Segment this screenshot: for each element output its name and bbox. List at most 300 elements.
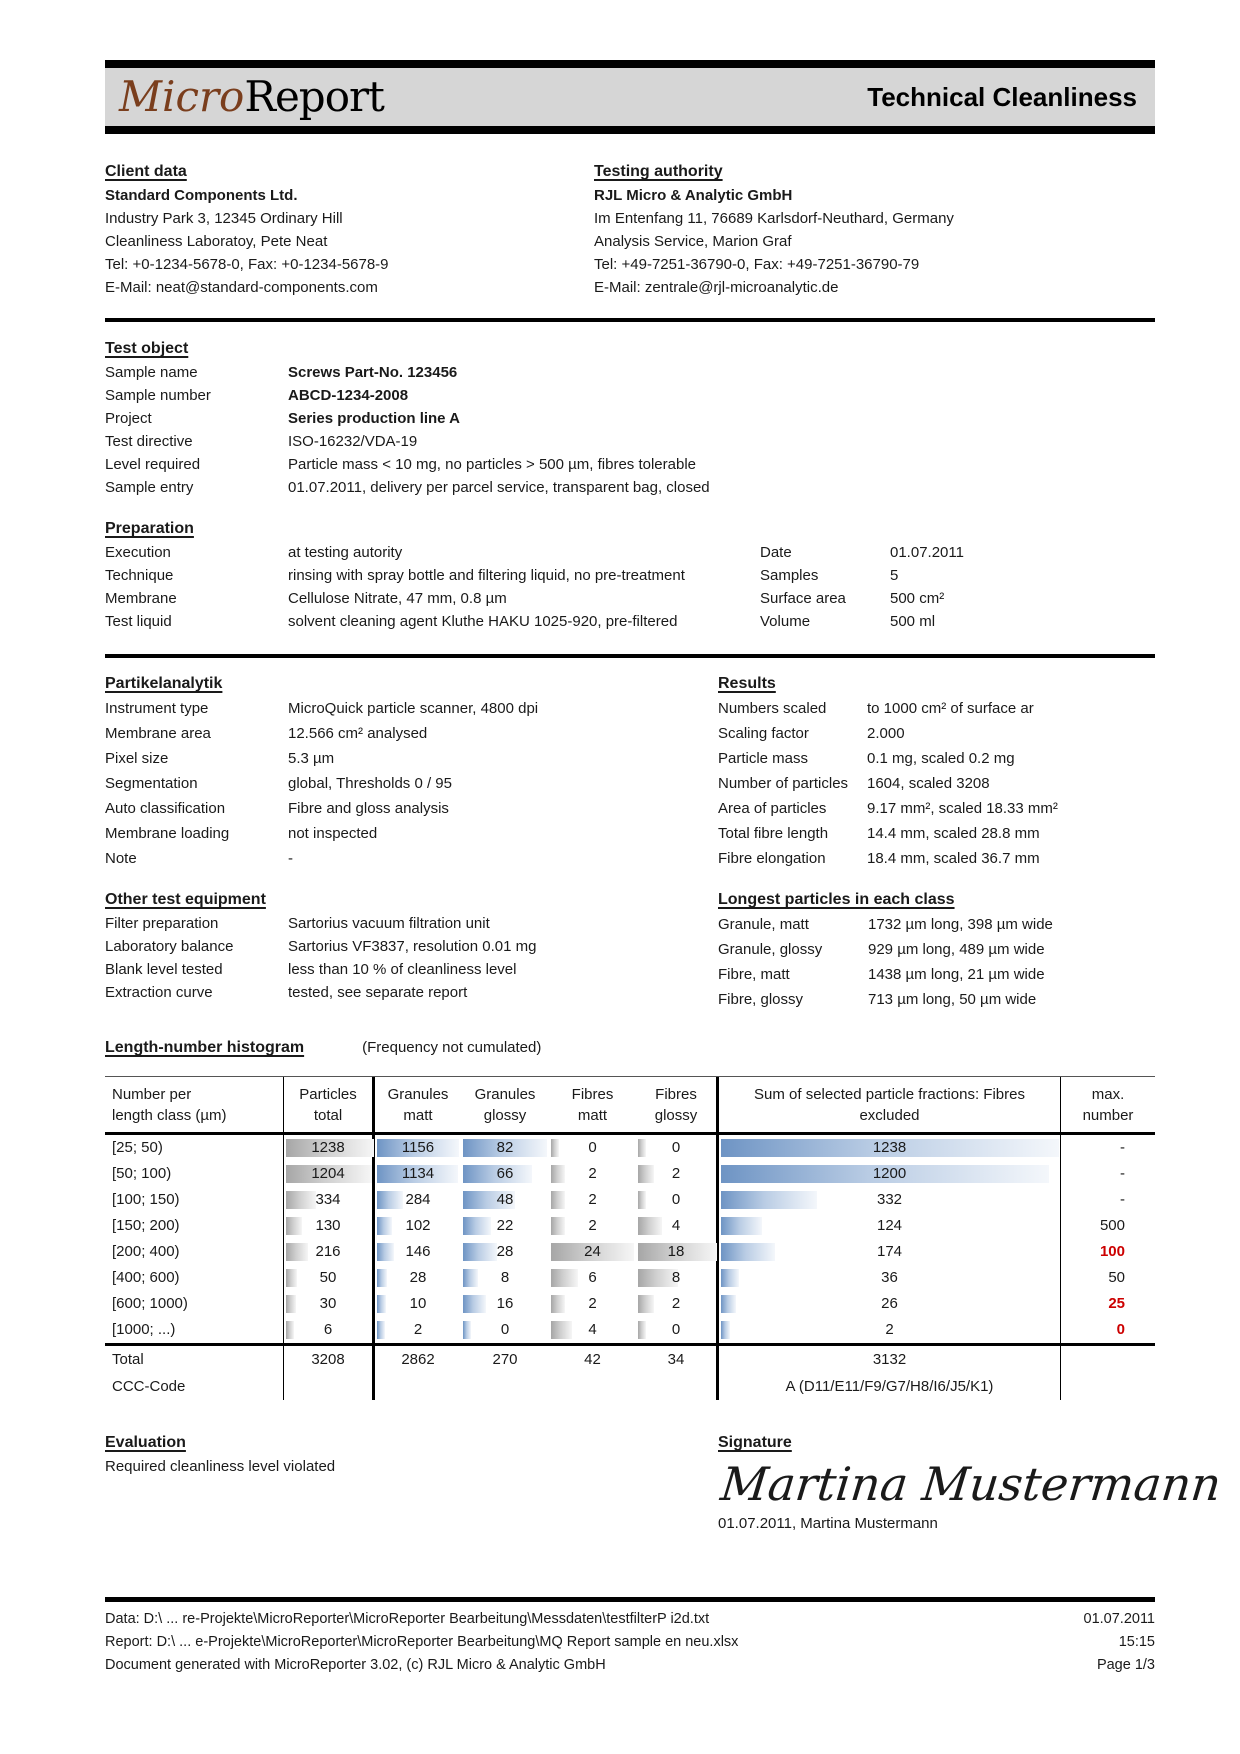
cell-value: 284 [405,1191,431,1208]
equipment-row-label: Filter preparation [105,915,219,932]
cell-max-number [1061,1161,1155,1187]
max-number-value: 25 [1108,1295,1125,1312]
preparation-row [105,587,1155,610]
equipment-row-label: Blank level tested [105,961,223,978]
cell-granules-matt [375,1239,461,1265]
page-footer [105,1597,1155,1677]
preparation-row [105,610,1155,633]
total-fibres-glossy [636,1346,719,1373]
max-number-value: 50 [1108,1269,1125,1286]
cell-granules-glossy [461,1213,549,1239]
preparation-label: Membrane [105,590,177,607]
histogram-header-line1: Sum of selected particle fractions: Fibres [754,1086,1025,1103]
test-object-row-label: Project [105,410,152,427]
total-row [105,1343,1155,1373]
max-number-value: - [1120,1191,1125,1208]
results-block [718,672,1155,871]
footer-line: Data: D:\ ... re-Projekte\MicroReporter\MicroReporter Bearbeitung\Messdaten\testfilterP i2d.txt [105,1611,710,1627]
app-logo [119,72,384,121]
cell-value: 2 [588,1191,597,1208]
cell-fibres-matt [549,1265,636,1291]
equipment-row-value: tested, see separate report [288,984,468,1001]
preparation-heading: Preparation [105,520,194,537]
histogram-header-line2: length class (µm) [112,1107,227,1124]
longest-row-value: 929 µm long, 489 µm wide [868,941,1045,958]
longest-row-label: Fibre, matt [718,966,790,983]
results-row-value: to 1000 cm² of surface ar [867,700,1034,717]
cell-value: 0 [671,1191,681,1208]
particle-analysis-row-label: Auto classification [105,800,226,817]
cell-sum [719,1161,1061,1187]
longest-row-value: 713 µm long, 50 µm wide [868,991,1037,1008]
client-lines [105,207,594,299]
cell-value: 50 [319,1269,337,1286]
equipment-row-value: Sartorius vacuum filtration unit [288,915,490,932]
cell-fibres-glossy [636,1317,719,1343]
particle-analysis-row-value: Fibre and gloss analysis [288,800,449,817]
cell-value: 18 [667,1243,685,1260]
cell-total [283,1265,375,1291]
ccc-empty-cell [636,1373,719,1400]
cell-sum [719,1291,1061,1317]
particle-analysis-row [105,721,718,746]
cell-max-number [1061,1239,1155,1265]
test-object-row [105,476,1155,499]
cell-fibres-matt [549,1239,636,1265]
test-object-row-value: ISO-16232/VDA-19 [288,433,418,450]
test-object-row [105,407,1155,430]
test-object-row-label: Level required [105,456,201,473]
client-block [105,160,594,299]
cell-total [283,1161,375,1187]
equipment-row-value: Sartorius VF3837, resolution 0.01 mg [288,938,537,955]
ccc-empty-cell [283,1373,375,1400]
histogram-header-cell [549,1077,636,1132]
footer-line: Report: D:\ ... e-Projekte\MicroReporter\MicroReporter Bearbeitung\MQ Report sample en neu.xlsx [105,1634,739,1650]
cell-value: 28 [496,1243,514,1260]
histogram-header-row [105,1077,1155,1135]
histogram-header-line1: Fibres [655,1086,697,1103]
cell-granules-glossy [461,1291,549,1317]
cell-max-number [1061,1135,1155,1161]
longest-row-label: Granule, matt [718,916,809,933]
ccc-value: A (D11/E11/F9/G7/H8/I6/J5/K1) [785,1378,994,1395]
test-object-row-value: ABCD-1234-2008 [288,387,409,404]
histogram-header-cell [461,1077,549,1132]
equipment-section [105,888,1155,1012]
cell-max-number [1061,1187,1155,1213]
report-content [105,0,1224,1535]
cell-granules-glossy [461,1135,549,1161]
header-bottom-rule [105,126,1155,134]
cell-sum [719,1265,1061,1291]
table-row [105,1317,1155,1343]
client-line: E-Mail: neat@standard-components.com [105,279,378,296]
cell-length-class: [600; 1000) [112,1295,188,1312]
cell-value: 334 [315,1191,341,1208]
total-value: 34 [667,1351,685,1368]
cell-value: 8 [500,1269,510,1286]
cell-value: 6 [323,1321,333,1338]
cell-sum [719,1239,1061,1265]
test-object-row [105,384,1155,407]
table-row [105,1161,1155,1187]
particle-analysis-row-label: Membrane loading [105,825,230,842]
total-max-cell [1061,1346,1155,1373]
cell-fibres-matt [549,1135,636,1161]
particle-analysis-row-value: not inspected [288,825,378,842]
particle-analysis-row-label: Pixel size [105,750,169,767]
histogram-header-line1: Granules [387,1086,449,1103]
results-row-value: 9.17 mm², scaled 18.33 mm² [867,800,1058,817]
histogram-header-line2: excluded [859,1107,920,1124]
cell-value: 1204 [311,1165,345,1182]
test-object-row-label: Sample number [105,387,211,404]
authority-heading: Testing authority [594,163,723,180]
preparation-label: Execution [105,544,171,561]
longest-row-value: 1438 µm long, 21 µm wide [868,966,1045,983]
preparation-row [105,541,1155,564]
analysis-section [105,672,1155,871]
histogram-header-line2: matt [577,1107,608,1124]
contact-section [105,160,1155,299]
cell-value: 30 [319,1295,337,1312]
cell-value: 1200 [872,1165,907,1182]
results-row-label: Particle mass [718,750,809,767]
results-rows [718,696,1155,871]
particle-analysis-row-label: Segmentation [105,775,198,792]
cell-fibres-glossy [636,1187,719,1213]
particle-analysis-row-value: MicroQuick particle scanner, 4800 dpi [288,700,539,717]
equipment-row [105,958,718,981]
test-object-row-value: Series production line A [288,410,460,427]
cell-granules-matt [375,1187,461,1213]
results-row-value: 1604, scaled 3208 [867,775,990,792]
cell-fibres-matt [549,1317,636,1343]
cell-max-number [1061,1265,1155,1291]
cell-sum [719,1187,1061,1213]
cell-value: 4 [588,1321,597,1338]
table-row [105,1291,1155,1317]
total-value: 2862 [401,1351,435,1368]
signature-heading: Signature [718,1434,792,1451]
results-row-value: 0.1 mg, scaled 0.2 mg [867,750,1015,767]
cell-length-class: [1000; ...) [112,1321,176,1338]
particle-analysis-heading: Partikelanalytik [105,675,223,692]
longest-rows [718,912,1155,1012]
section-rule-2 [105,654,1155,658]
preparation-right-label: Samples [760,567,819,584]
cell-value: 0 [671,1321,681,1338]
equipment-row-label: Laboratory balance [105,938,234,955]
preparation-value: at testing autority [288,544,403,561]
test-object-heading: Test object [105,340,189,357]
max-number-value: - [1120,1139,1125,1156]
cell-value: 2 [588,1295,597,1312]
cell-total [283,1239,375,1265]
section-rule [105,318,1155,322]
histogram-header-cell [1061,1077,1155,1132]
cell-length-class: [200; 400) [112,1243,180,1260]
longest-row-label: Fibre, glossy [718,991,804,1008]
equipment-rows [105,912,718,1004]
particle-analysis-row [105,771,718,796]
test-object-row [105,453,1155,476]
table-row [105,1239,1155,1265]
cell-value: 82 [496,1139,514,1156]
cell-sum [719,1213,1061,1239]
cell-total [283,1135,375,1161]
client-company: Standard Components Ltd. [105,187,298,204]
test-object-row-label: Test directive [105,433,193,450]
particle-analysis-row [105,846,718,871]
logo-report: Report [244,72,384,121]
table-row [105,1265,1155,1291]
test-object-row [105,430,1155,453]
cell-value: 332 [876,1191,903,1208]
cell-value: 0 [500,1321,510,1338]
equipment-row-value: less than 10 % of cleanliness level [288,961,517,978]
particle-analysis-row-value: - [288,850,293,867]
test-object-row-label: Sample entry [105,479,194,496]
authority-line: Im Entenfang 11, 76689 Karlsdorf-Neuthard, Germany [594,210,954,227]
preparation-value: Cellulose Nitrate, 47 mm, 0.8 µm [288,590,507,607]
cell-value: 2 [588,1165,597,1182]
results-row-value: 18.4 mm, scaled 36.7 mm [867,850,1040,867]
total-granules-matt [375,1346,461,1373]
authority-block [594,160,1155,299]
cell-granules-glossy [461,1239,549,1265]
test-object-rows [105,361,1155,499]
evaluation-heading: Evaluation [105,1434,186,1451]
cell-value: 2 [671,1165,681,1182]
preparation-right-label: Volume [760,613,811,630]
total-value: 3208 [311,1351,345,1368]
longest-row [718,912,1155,937]
table-row [105,1135,1155,1161]
max-number-value: 500 [1099,1217,1125,1234]
cell-value: 48 [496,1191,514,1208]
table-row [105,1213,1155,1239]
histogram-header-cell [719,1077,1061,1132]
preparation-row [105,564,1155,587]
cell-value: 36 [881,1269,898,1286]
authority-line: E-Mail: zentrale@rjl-microanalytic.de [594,279,839,296]
ccc-empty-cell [461,1373,549,1400]
ccc-row [105,1373,1155,1400]
signature-block [718,1431,1224,1535]
cell-value: 8 [671,1269,681,1286]
ccc-empty-cell [549,1373,636,1400]
results-row-label: Total fibre length [718,825,829,842]
cell-value: 1134 [401,1165,435,1182]
footer-rule [105,1597,1155,1602]
cell-fibres-glossy [636,1291,719,1317]
histogram-header-line1: Granules [474,1086,536,1103]
results-row-label: Numbers scaled [718,700,827,717]
results-row [718,771,1155,796]
header-band [105,68,1155,126]
equipment-row-label: Extraction curve [105,984,213,1001]
cell-sum [719,1135,1061,1161]
preparation-value: solvent cleaning agent Kluthe HAKU 1025-920, pre-filtered [288,613,678,630]
cell-total [283,1291,375,1317]
histogram-header-line1: max. [1091,1086,1125,1103]
cell-max-number [1061,1317,1155,1343]
signature-handwriting: Martina Mustermann [718,1457,1224,1511]
cell-value: 2 [671,1295,681,1312]
authority-line: Tel: +49-7251-36790-0, Fax: +49-7251-36790-79 [594,256,920,273]
test-object-row [105,361,1155,384]
particle-analysis-row-value: 12.566 cm² analysed [288,725,428,742]
total-value: 270 [492,1351,518,1368]
cell-value: 26 [881,1295,898,1312]
cell-value: 124 [876,1217,903,1234]
histogram-header-cell [283,1077,375,1132]
particle-analysis-row-label: Membrane area [105,725,211,742]
client-line: Industry Park 3, 12345 Ordinary Hill [105,210,343,227]
particle-analysis-row-label: Note [105,850,137,867]
evaluation-section [105,1431,1224,1535]
preparation-right-value: 500 cm² [890,590,945,607]
histogram-table [105,1076,1155,1400]
client-line: Cleanliness Laboratoy, Pete Neat [105,233,328,250]
histogram-title-row [105,1036,1155,1060]
footer-lines [105,1608,1155,1677]
cell-fibres-glossy [636,1135,719,1161]
histogram-header-line2: matt [403,1107,433,1124]
preparation-value: rinsing with spray bottle and filtering liquid, no pre-treatment [288,567,685,584]
test-object-section [105,337,1155,499]
histogram-header-line2: glossy [483,1107,527,1124]
ccc-label: CCC-Code [112,1378,186,1395]
results-row-label: Area of particles [718,800,827,817]
particle-analysis-rows [105,696,718,871]
cell-fibres-matt [549,1161,636,1187]
cell-length-class: [400; 600) [112,1269,180,1286]
longest-row [718,987,1155,1012]
cell-value: 102 [405,1217,431,1234]
total-value: 42 [584,1351,601,1368]
cell-value: 16 [496,1295,514,1312]
header-top-rule [105,60,1155,68]
cell-length-class: [25; 50) [112,1139,163,1156]
longest-row [718,937,1155,962]
cell-fibres-matt [549,1187,636,1213]
cell-granules-matt [375,1291,461,1317]
histogram-header-cell [375,1077,461,1132]
total-total [283,1346,375,1373]
footer-line: Document generated with MicroReporter 3.02, (c) RJL Micro & Analytic GmbH [105,1657,606,1673]
cell-fibres-glossy [636,1213,719,1239]
cell-value: 4 [671,1217,681,1234]
particle-analysis-row [105,796,718,821]
results-row-value: 14.4 mm, scaled 28.8 mm [867,825,1040,842]
longest-row-label: Granule, glossy [718,941,823,958]
total-fibres-matt [549,1346,636,1373]
test-object-row-value: Particle mass < 10 mg, no particles > 500 µm, fibres tolerable [288,456,696,473]
histogram-header-line1: Number per [112,1086,192,1103]
histogram-header-line1: Particles [299,1086,357,1103]
total-granules-glossy [461,1346,549,1373]
cell-granules-matt [375,1317,461,1343]
cell-granules-matt [375,1213,461,1239]
preparation-right-label: Date [760,544,792,561]
cell-fibres-glossy [636,1265,719,1291]
cell-granules-glossy [461,1161,549,1187]
authority-lines [594,207,1155,299]
longest-row [718,962,1155,987]
cell-value: 2 [413,1321,423,1338]
cell-value: 2 [885,1321,894,1338]
equipment-row [105,935,718,958]
evaluation-text: Required cleanliness level violated [105,1458,336,1475]
footer-right-value: Page 1/3 [1096,1657,1155,1673]
ccc-empty-cell [1061,1373,1155,1400]
particle-analysis-row [105,696,718,721]
particle-analysis-row-value: 5.3 µm [288,750,335,767]
equipment-heading: Other test equipment [105,891,266,908]
max-number-value: 100 [1099,1243,1125,1260]
histogram-header-cell [105,1077,283,1132]
preparation-section [105,517,1155,633]
authority-company: RJL Micro & Analytic GmbH [594,187,793,204]
signature-date: 01.07.2011, Martina Mustermann [718,1515,938,1532]
preparation-label: Technique [105,567,174,584]
particle-analysis-block [105,672,718,871]
cell-length-class: [50; 100) [112,1165,172,1182]
cell-granules-glossy [461,1317,549,1343]
histogram-heading: Length-number histogram [105,1039,305,1056]
results-row-label: Number of particles [718,775,849,792]
histogram-header-line2: number [1082,1107,1134,1124]
footer-right-value: 15:15 [1118,1634,1155,1650]
table-row [105,1187,1155,1213]
cell-fibres-matt [549,1291,636,1317]
histogram-header-line1: Fibres [571,1086,614,1103]
evaluation-block [105,1431,718,1535]
preparation-right-label: Surface area [760,590,846,607]
client-heading: Client data [105,163,187,180]
ccc-value-cell [719,1373,1061,1400]
preparation-right-value: 5 [890,567,899,584]
preparation-right-value: 01.07.2011 [890,544,964,561]
test-object-row-value: Screws Part-No. 123456 [288,364,458,381]
cell-sum [719,1317,1061,1343]
footer-left [105,1608,995,1677]
cell-granules-matt [375,1265,461,1291]
preparation-right-value: 500 ml [890,613,936,630]
cell-max-number [1061,1291,1155,1317]
cell-fibres-matt [549,1213,636,1239]
cell-length-class: [100; 150) [112,1191,180,1208]
cell-value: 130 [315,1217,341,1234]
results-row [718,696,1155,721]
cell-value: 1156 [401,1139,435,1156]
preparation-rows [105,541,1155,633]
cell-granules-matt [375,1161,461,1187]
cell-length-class: [150; 200) [112,1217,180,1234]
total-label: Total [112,1351,144,1368]
document-title: Technical Cleanliness [867,81,1137,112]
results-row [718,721,1155,746]
authority-line: Analysis Service, Marion Graf [594,233,792,250]
longest-row-value: 1732 µm long, 398 µm wide [868,916,1053,933]
logo-micro: Micro [119,72,245,121]
cell-fibres-glossy [636,1239,719,1265]
cell-total [283,1187,375,1213]
cell-fibres-glossy [636,1161,719,1187]
